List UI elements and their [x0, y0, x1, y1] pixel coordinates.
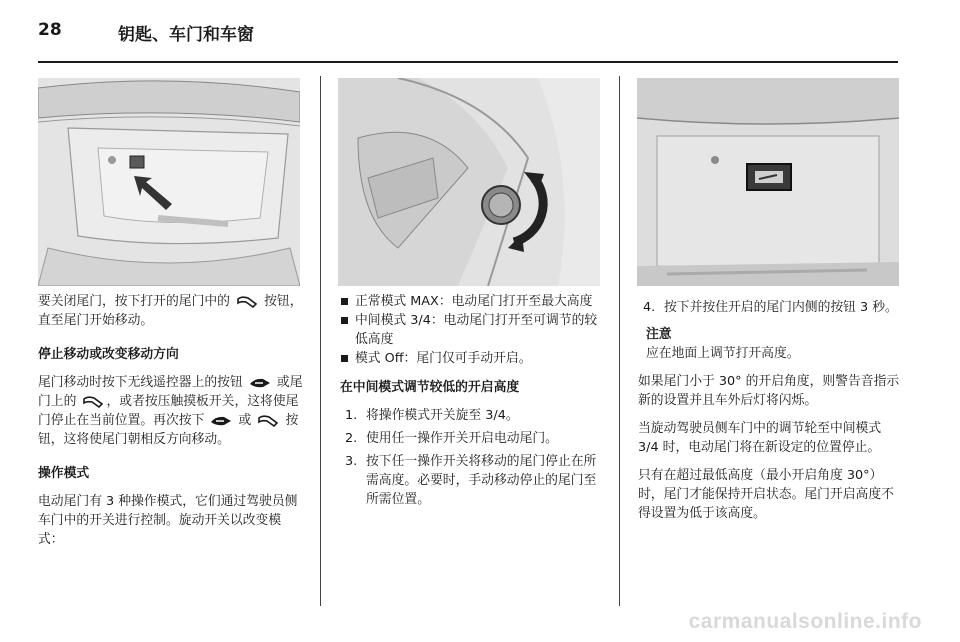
tailgate-icon — [257, 414, 279, 428]
heading-operating-modes: 操作模式 — [38, 466, 90, 481]
step-number: 4. — [643, 300, 656, 315]
adjust-steps — [340, 406, 604, 509]
column-divider-1 — [320, 76, 321, 606]
note-box — [638, 325, 900, 363]
paragraph-text: 或 — [238, 413, 252, 428]
step-number: 1. — [345, 408, 358, 423]
step-text: 使用任一操作开关开启电动尾门。 — [366, 431, 558, 446]
paragraph-intermediate-stop: 当旋动驾驶员侧车门中的调节轮至中间模式 3/4 时，电动尾门将在新设定的位置停止。 — [638, 421, 882, 455]
paragraph-text: 按钮，直至尾门开始移动。 — [38, 294, 303, 328]
paragraph-close-tailgate — [38, 292, 304, 330]
paragraph-text: 按钮，这将使尾门朝相反方向移动。 — [38, 413, 299, 447]
step-text: 按下并按住开启的尾门内侧的按钮 3 秒。 — [664, 300, 898, 315]
note-title: 注意 — [646, 327, 672, 342]
column-3-text — [638, 298, 900, 532]
paragraph-minimum-height: 只有在超过最低高度（最小开启角度 30°）时，尾门才能保持开启状态。尾门开启高度不得设置为低于该高度。 — [638, 468, 894, 521]
list-item — [340, 406, 604, 425]
paragraph-text: 要关闭尾门，按下打开的尾门中的 — [38, 294, 230, 309]
remote-key-icon — [210, 414, 232, 428]
watermark: carmanualsonline.info — [688, 610, 922, 633]
list-item: 模式 Off：尾门仅可手动开启。 — [340, 349, 604, 368]
column-1-text — [38, 292, 304, 558]
list-item: 正常模式 MAX：电动尾门打开至最大高度 — [340, 292, 604, 311]
list-item — [638, 298, 900, 317]
step-number: 3. — [345, 454, 358, 469]
tailgate-icon — [236, 295, 258, 309]
note-text: 应在地面上调节打开高度。 — [646, 346, 800, 361]
column-2-text — [340, 292, 604, 517]
paragraph-text: 或尾门上的 — [38, 375, 303, 409]
page-number: 28 — [38, 20, 62, 40]
mode-list — [340, 292, 604, 368]
tailgate-icon — [82, 395, 104, 409]
heading-adjust-height: 在中间模式调节较低的开启高度 — [340, 380, 520, 395]
header-divider — [38, 61, 898, 63]
paragraph-operating-modes: 电动尾门有 3 种操作模式，它们通过驾驶员侧车门中的开关进行控制。旋动开关以改变模式： — [38, 494, 298, 547]
paragraph-stop-reverse — [38, 373, 304, 449]
paragraph-text: 尾门移动时按下无线遥控器上的按钮 — [38, 375, 243, 390]
remote-key-icon — [249, 376, 271, 390]
figure-mode-switch — [338, 78, 600, 286]
step-text: 按下任一操作开关将移动的尾门停止在所需高度。必要时，手动移动停止的尾门至所需位置。 — [366, 454, 597, 507]
list-item: 中间模式 3/4：电动尾门打开至可调节的较低高度 — [340, 311, 604, 349]
list-item — [340, 452, 604, 509]
heading-stop-reverse: 停止移动或改变移动方向 — [38, 347, 179, 362]
paragraph-warning-signal: 如果尾门小于 30° 的开启角度，则警告音指示新的设置并且车外后灯将闪烁。 — [638, 374, 900, 408]
paragraph-text: ，或者按压触摸板开关，这将使尾门停止在当前位置。再次按下 — [38, 394, 299, 428]
column-divider-2 — [619, 76, 620, 606]
page-title: 钥匙、车门和车窗 — [118, 25, 254, 45]
figure-tailgate-close-button — [38, 78, 300, 286]
figure-tailgate-inner-button — [637, 78, 899, 286]
step-number: 2. — [345, 431, 358, 446]
adjust-steps-continued — [638, 298, 900, 317]
list-item — [340, 429, 604, 448]
step-text: 将操作模式开关旋至 3/4。 — [366, 408, 519, 423]
